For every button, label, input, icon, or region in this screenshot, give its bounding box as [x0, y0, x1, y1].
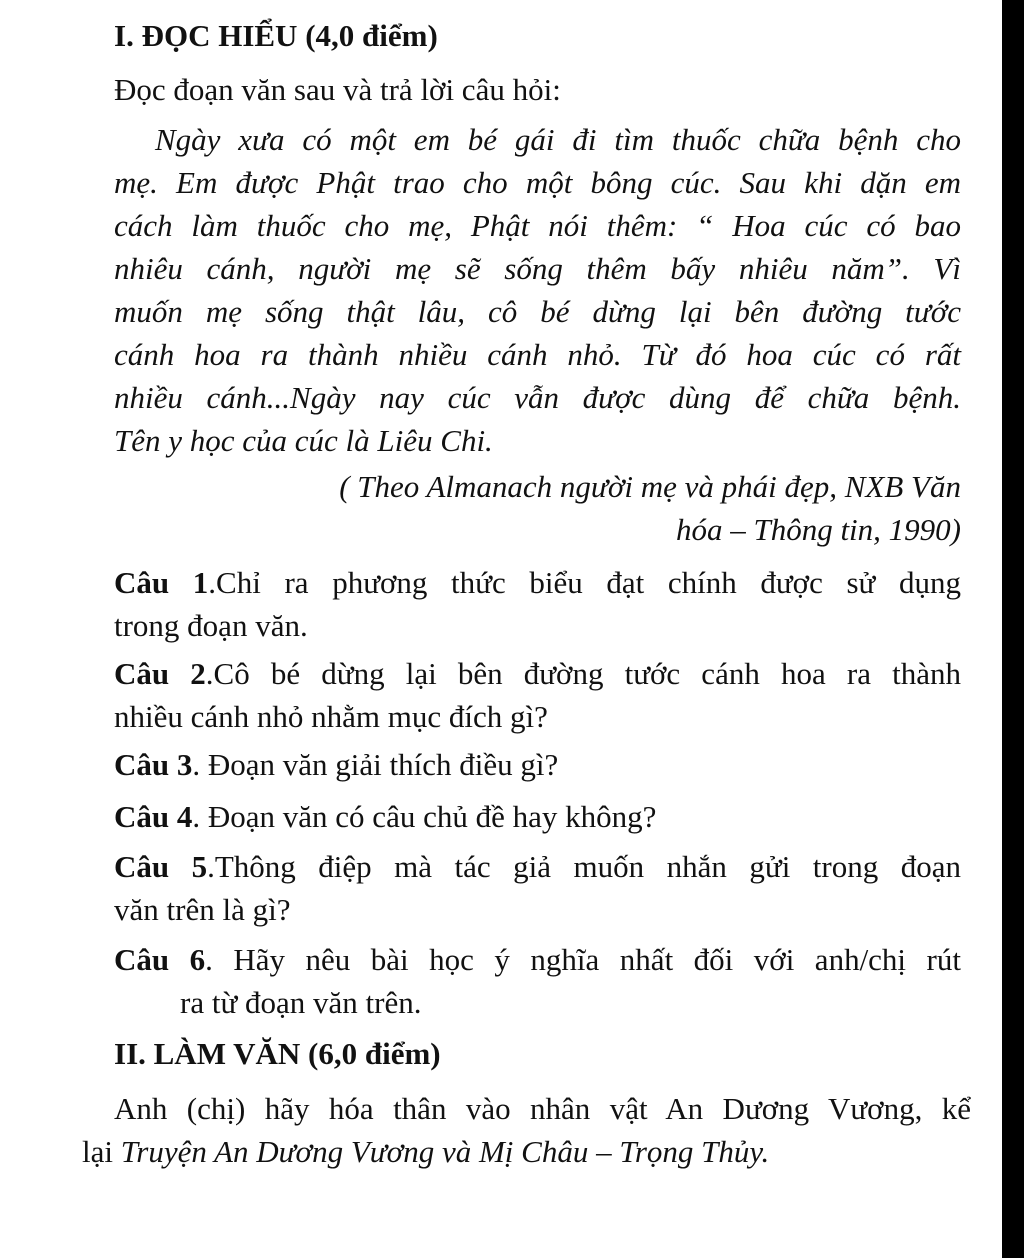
question-label: Câu 5	[114, 849, 208, 884]
prompt-line: Anh (chị) hãy hóa thân vào nhân vật An Dương Vương, kể	[114, 1091, 971, 1126]
reading-instruction: Đọc đoạn văn sau và trả lời câu hỏi:	[114, 72, 561, 107]
question-text: .Cô bé dừng lại bên đường tước cánh hoa ra thành	[205, 656, 961, 691]
question-text: .Thông điệp mà tác giả muốn nhắn gửi trong đoạn	[207, 849, 961, 884]
passage-line: mẹ. Em được Phật trao cho một bông cúc. Sau khi dặn em	[114, 165, 961, 200]
passage-line: Ngày xưa có một em bé gái đi tìm thuốc chữa bệnh cho	[155, 122, 961, 157]
question-label: Câu 4	[114, 799, 193, 834]
prompt-prefix: lại	[82, 1134, 121, 1169]
section-1-heading: I. ĐỌC HIỂU (4,0 điểm)	[114, 18, 438, 53]
question-label: Câu 2	[114, 656, 206, 691]
question-text: . Đoạn văn có câu chủ đề hay không?	[192, 799, 657, 834]
passage-line: Tên y học của cúc là Liêu Chi.	[114, 423, 493, 458]
question-text-continued: ra từ đoạn văn trên.	[180, 985, 422, 1020]
passage-line: cách làm thuốc cho mẹ, Phật nói thêm: “ Hoa cúc có bao	[114, 208, 961, 243]
source-line: hóa – Thông tin, 1990)	[675, 512, 961, 547]
question-label: Câu 1	[114, 565, 209, 600]
question-text-continued: nhiều cánh nhỏ nhằm mục đích gì?	[114, 699, 548, 734]
question-text-continued: văn trên là gì?	[114, 892, 291, 927]
question-text-continued: trong đoạn văn.	[114, 608, 308, 643]
question-text: .Chỉ ra phương thức biểu đạt chính được sử dụng	[208, 565, 961, 600]
passage-line: nhiêu cánh, người mẹ sẽ sống thêm bấy nhiêu năm”. Vì	[114, 251, 961, 286]
question-3	[114, 743, 558, 786]
passage-line: cánh hoa ra thành nhiều cánh nhỏ. Từ đó hoa cúc có rất	[114, 337, 961, 372]
question-text: . Đoạn văn giải thích điều gì?	[192, 747, 559, 782]
passage-line: muốn mẹ sống thật lâu, cô bé dừng lại bên đường tước	[114, 294, 961, 329]
section-2-heading: II. LÀM VĂN (6,0 điểm)	[114, 1036, 441, 1071]
passage-line: nhiều cánh...Ngày nay cúc vẫn được dùng để chữa bệnh.	[114, 380, 961, 415]
question-label: Câu 3	[114, 747, 193, 782]
question-text: . Hãy nêu bài học ý nghĩa nhất đối với anh/chị rút	[205, 942, 961, 977]
story-title: Truyện An Dương Vương và Mị Châu – Trọng Thủy.	[120, 1134, 770, 1169]
question-4	[114, 795, 656, 838]
source-line: ( Theo Almanach người mẹ và phái đẹp, NXB Văn	[339, 469, 961, 504]
question-label: Câu 6	[114, 942, 206, 977]
